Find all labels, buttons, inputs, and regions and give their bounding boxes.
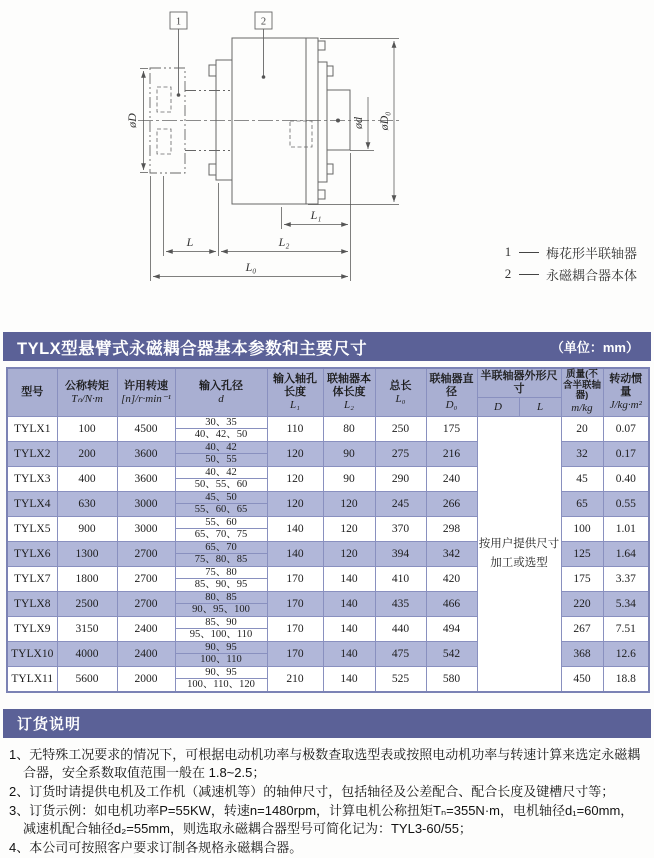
ordering-note: 3、订货示例：如电机功率P=55KW，转速n=1480rpm，计算电机公称扭矩Tₙ=355N·m，电机轴径d₁=60mm，减速机配合轴径d₂=55mm，则选取永磁耦合器型号可简化记为：TYL3-60/55；	[9, 803, 634, 837]
cell-bore	[175, 517, 267, 542]
cell-L0: 475	[375, 642, 426, 667]
cell-inertia: 1.64	[603, 542, 649, 567]
legend-item-1	[502, 241, 637, 263]
cell-speed: 3600	[117, 442, 175, 467]
bore-diameters-top: 90、95	[176, 667, 267, 679]
cell-torque: 1300	[57, 542, 117, 567]
dim-L1-label: L₁	[310, 208, 322, 222]
col-header-D0: 联轴器直径 D₀	[426, 368, 477, 417]
cell-L2: 120	[323, 517, 375, 542]
parameters-table-wrap	[6, 367, 649, 693]
bore-diameters-top: 40、42	[176, 467, 267, 479]
callout-2-label: 2	[260, 16, 267, 28]
cell-bore	[175, 542, 267, 567]
cell-torque: 900	[57, 517, 117, 542]
cell-mass: 125	[561, 542, 603, 567]
cell-speed: 3600	[117, 467, 175, 492]
cell-speed: 3000	[117, 517, 175, 542]
cell-torque: 1800	[57, 567, 117, 592]
cell-L2: 90	[323, 442, 375, 467]
ordering-note: 4、本公司可按照客户要求订制各规格永磁耦合器。	[9, 840, 303, 856]
cell-inertia: 0.17	[603, 442, 649, 467]
bore-diameters-bottom: 75、80、85	[194, 554, 248, 566]
cell-mass: 100	[561, 517, 603, 542]
ordering-note: 1、无特殊工况要求的情况下，可根据电动机功率与极数查取选型表或按照电动机功率与转速计算来选定永磁耦合器，安全系数取值范围一般在 1.8~2.5；	[9, 747, 641, 781]
col-header-speed: 许用转速 [n]/r·min⁻¹	[117, 368, 175, 417]
cell-D0: 580	[426, 667, 477, 693]
col-header-L1: 输入轴孔长度 L₁	[267, 368, 323, 417]
cell-model: TYLX11	[7, 667, 57, 693]
cell-speed: 4500	[117, 417, 175, 442]
cell-L2: 120	[323, 542, 375, 567]
cell-torque: 630	[57, 492, 117, 517]
cell-mass: 220	[561, 592, 603, 617]
cell-model: TYLX5	[7, 517, 57, 542]
coupler-body-outline	[209, 38, 350, 204]
page-title: TYLX型悬臂式永磁耦合器基本参数和主要尺寸	[17, 339, 368, 358]
bore-diameters-top: 85、90	[176, 617, 267, 629]
cell-L1: 120	[267, 492, 323, 517]
cell-bore	[175, 667, 267, 693]
cell-bore	[175, 417, 267, 442]
dim-L2-label: L₂	[278, 235, 290, 249]
bore-diameters-top: 80、85	[176, 592, 267, 604]
cell-L2: 80	[323, 417, 375, 442]
cell-mass: 368	[561, 642, 603, 667]
col-header-halfcoupling-size: 半联轴器外形尺寸	[477, 368, 561, 398]
cell-inertia: 3.37	[603, 567, 649, 592]
bore-diameters-bottom: 95、100、110	[189, 629, 253, 641]
cell-mass: 45	[561, 467, 603, 492]
bore-diameters-top: 55、60	[176, 517, 267, 529]
cell-inertia: 12.6	[603, 642, 649, 667]
col-header-model: 型号	[7, 368, 57, 417]
legend-dash	[519, 274, 539, 275]
cell-bore	[175, 592, 267, 617]
bore-diameters-top: 40、42	[176, 442, 267, 454]
cell-D0: 298	[426, 517, 477, 542]
cell-model: TYLX4	[7, 492, 57, 517]
cell-D0: 494	[426, 617, 477, 642]
legend-item-2	[502, 263, 637, 285]
cell-L0: 525	[375, 667, 426, 693]
cell-L2: 90	[323, 467, 375, 492]
bore-diameters-bottom: 55、60、65	[194, 504, 248, 516]
col-header-L2: 联轴器本体长度 L₂	[323, 368, 375, 417]
cell-L2: 140	[323, 592, 375, 617]
cell-speed: 2400	[117, 642, 175, 667]
cell-L1: 120	[267, 442, 323, 467]
dim-phiD0-label: øD₀	[377, 111, 391, 131]
cell-model: TYLX8	[7, 592, 57, 617]
cell-mass: 32	[561, 442, 603, 467]
bore-diameters-bottom: 90、95、100	[192, 604, 250, 616]
col-header-L: L	[519, 398, 561, 417]
drawing-legend	[502, 241, 637, 285]
cell-L2: 140	[323, 642, 375, 667]
cell-L0: 410	[375, 567, 426, 592]
cell-L0: 440	[375, 617, 426, 642]
parameters-table	[6, 367, 650, 693]
cell-model: TYLX1	[7, 417, 57, 442]
col-header-mass: 质量(不含半联轴器) m/kg	[561, 368, 603, 417]
bore-diameters-bottom: 40、42、50	[194, 429, 248, 441]
bore-diameters-bottom: 50、55、60	[194, 479, 248, 491]
cell-L1: 170	[267, 592, 323, 617]
cell-speed: 2700	[117, 542, 175, 567]
cell-D0: 266	[426, 492, 477, 517]
bore-diameters-bottom: 65、70、75	[194, 529, 248, 541]
cell-bore	[175, 467, 267, 492]
cell-speed: 2700	[117, 567, 175, 592]
cell-bore	[175, 567, 267, 592]
cell-speed: 2000	[117, 667, 175, 693]
col-header-torque: 公称转矩 Tₙ/N·m	[57, 368, 117, 417]
cell-L1: 140	[267, 517, 323, 542]
ordering-notes	[0, 738, 654, 857]
bore-diameters-top: 45、50	[176, 492, 267, 504]
cell-L1: 210	[267, 667, 323, 693]
ordering-heading: 订货说明	[17, 716, 82, 734]
ordering-title-bar	[3, 709, 651, 738]
bore-diameters-top: 30、35	[176, 417, 267, 429]
cell-D0: 175	[426, 417, 477, 442]
col-header-inertia: 转动惯量 J/kg·m²	[603, 368, 649, 417]
cell-L2: 120	[323, 492, 375, 517]
cell-bore	[175, 617, 267, 642]
cell-span-note	[477, 417, 561, 693]
cell-inertia: 0.07	[603, 417, 649, 442]
cell-mass: 267	[561, 617, 603, 642]
cell-D0: 240	[426, 467, 477, 492]
cell-inertia: 5.34	[603, 592, 649, 617]
bore-diameters-top: 90、95	[176, 642, 267, 654]
legend-dash	[519, 252, 539, 253]
col-header-D: D	[477, 398, 519, 417]
cell-L1: 170	[267, 567, 323, 592]
cell-L1: 120	[267, 467, 323, 492]
cell-torque: 100	[57, 417, 117, 442]
ordering-note: 2、订货时请提供电机及工作机（减速机等）的轴伸尺寸，包括轴径及公差配合、配合长度及键槽尺寸等；	[9, 784, 615, 800]
cell-torque: 3150	[57, 617, 117, 642]
cell-speed: 2700	[117, 592, 175, 617]
bore-diameters-bottom: 50、55	[205, 454, 237, 466]
cell-torque: 5600	[57, 667, 117, 693]
cell-D0: 420	[426, 567, 477, 592]
cell-D0: 466	[426, 592, 477, 617]
bore-diameters-bottom: 85、90、95	[194, 579, 248, 591]
cell-D0: 542	[426, 642, 477, 667]
cell-mass: 450	[561, 667, 603, 693]
cell-inertia: 1.01	[603, 517, 649, 542]
cell-speed: 2400	[117, 617, 175, 642]
dim-phiD-label: øD	[125, 113, 139, 128]
cell-model: TYLX6	[7, 542, 57, 567]
cell-L0: 394	[375, 542, 426, 567]
cell-L0: 290	[375, 467, 426, 492]
bore-diameters-top: 75、80	[176, 567, 267, 579]
drawing-area	[0, 0, 654, 332]
cell-inertia: 18.8	[603, 667, 649, 693]
cell-L2: 140	[323, 667, 375, 693]
legend-number: 1	[504, 244, 512, 259]
cell-bore	[175, 642, 267, 667]
cell-L1: 140	[267, 542, 323, 567]
cell-D0: 216	[426, 442, 477, 467]
cell-L1: 110	[267, 417, 323, 442]
cell-bore	[175, 442, 267, 467]
cell-inertia: 0.55	[603, 492, 649, 517]
col-header-L0: 总长 L₀	[375, 368, 426, 417]
cell-mass: 20	[561, 417, 603, 442]
cell-L0: 275	[375, 442, 426, 467]
cell-inertia: 0.40	[603, 467, 649, 492]
col-header-bore: 输入孔径 d	[175, 368, 267, 417]
cell-bore	[175, 492, 267, 517]
span-note-line1: 按用户提供尺寸	[478, 537, 560, 550]
cell-torque: 400	[57, 467, 117, 492]
callout-1-label: 1	[175, 16, 182, 28]
cell-torque: 200	[57, 442, 117, 467]
cell-L0: 245	[375, 492, 426, 517]
legend-label: 梅花形半联轴器	[546, 245, 638, 261]
table-row	[7, 417, 649, 442]
cell-L0: 370	[375, 517, 426, 542]
dim-L0-label: L₀	[245, 260, 257, 274]
cell-L0: 250	[375, 417, 426, 442]
bore-diameters-bottom: 100、110	[200, 654, 242, 666]
cell-D0: 342	[426, 542, 477, 567]
cell-torque: 2500	[57, 592, 117, 617]
unit-label: （单位：mm）	[550, 340, 639, 355]
legend-number: 2	[504, 266, 512, 281]
bore-diameters-top: 65、70	[176, 542, 267, 554]
bore-diameters-bottom: 100、110、120	[187, 679, 255, 691]
cell-model: TYLX7	[7, 567, 57, 592]
cell-L2: 140	[323, 617, 375, 642]
cell-mass: 65	[561, 492, 603, 517]
cell-mass: 175	[561, 567, 603, 592]
cell-model: TYLX3	[7, 467, 57, 492]
cell-model: TYLX2	[7, 442, 57, 467]
dim-L-label: L	[186, 235, 194, 249]
table-body	[7, 417, 649, 693]
cell-speed: 3000	[117, 492, 175, 517]
cell-L0: 435	[375, 592, 426, 617]
legend-label: 永磁耦合器本体	[546, 267, 638, 283]
section-title-bar	[3, 332, 651, 361]
cell-model: TYLX10	[7, 642, 57, 667]
cell-model: TYLX9	[7, 617, 57, 642]
cell-L1: 170	[267, 617, 323, 642]
cell-inertia: 7.51	[603, 617, 649, 642]
span-note-line2: 加工或选型	[490, 557, 548, 570]
cell-L1: 170	[267, 642, 323, 667]
dim-phid-label: ød	[351, 117, 365, 129]
cell-torque: 4000	[57, 642, 117, 667]
cell-L2: 140	[323, 567, 375, 592]
